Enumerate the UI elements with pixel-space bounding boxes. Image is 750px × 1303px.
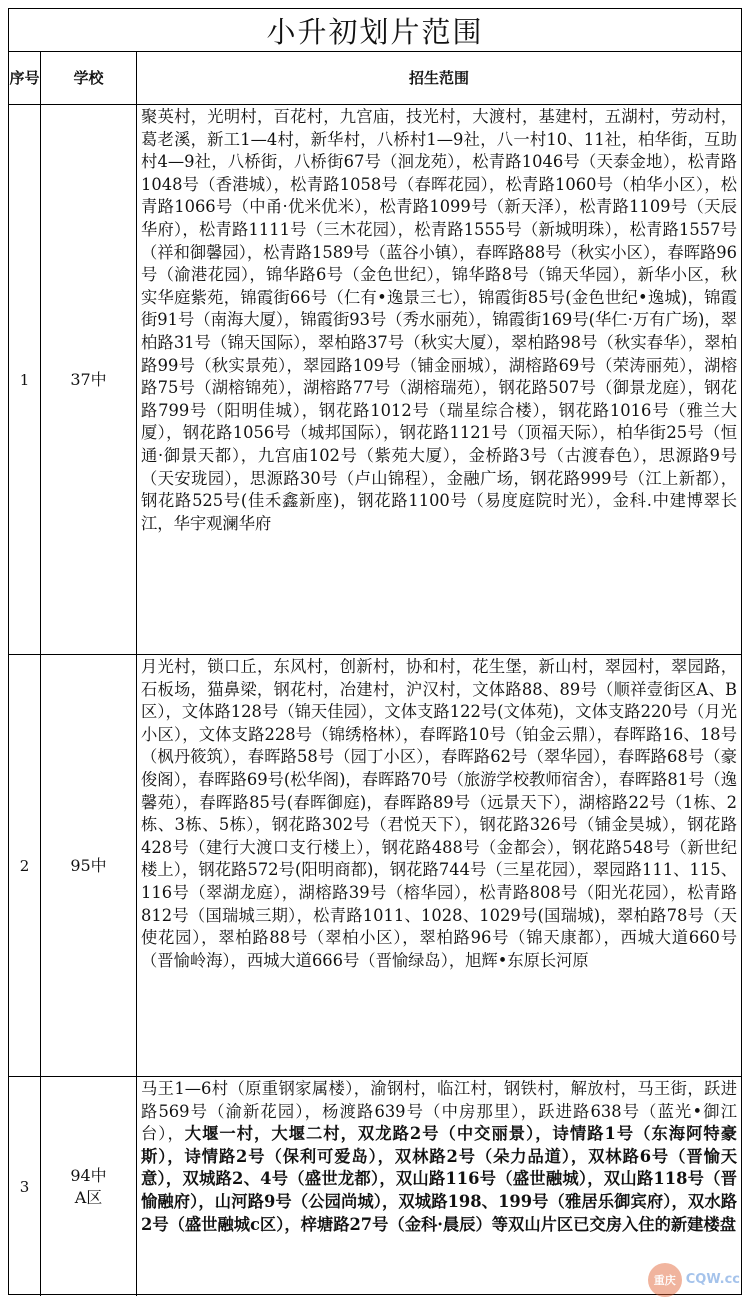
header-index: 序号 [9,52,41,104]
row-school-name: 94中A区 [70,1165,107,1207]
watermark-logo-icon: 重庆 [648,1263,682,1297]
row-range: 聚英村，光明村，百花村，九宫庙，技光村，大渡村，基建村，五湖村，劳动村，葛老溪，新工1—4村，新华村，八桥村1—9社，八一村10、11社，柏华街，互助村4—9社，八桥街，八桥街67号（洄龙苑），松青路1046号（天泰金地），松青路1048号（香港城），松青路1058号（春晖花园），松青路1060号（柏华小区），松青路1066号（中甬·优米优米），松青路1099号（新天泽），松青路1109号（天辰华府），松青路1111号（三木花园），松青路1555号（新城明珠），松青路1557号（祥和御馨园），松青路1589号（蓝谷小镇），春晖路88号（秋实小区），春晖路96号（渝港花园），锦华路6号（金色世纪），锦华路8号（锦天华园），新华小区，秋实华庭紫苑，锦霞街66号（仁有•逸景三七），锦霞街85号(金色世纪•逸城)，锦霞街91号（南海大厦），锦霞街93号（秀水丽苑），锦霞街169号(华仁·万有广场)，翠柏路31号（锦天国际），翠柏路37号（秋实大厦），翠柏路98号（秋实春华），翠柏路99号（秋实景苑），翠园路109号（铺金丽城），湖榕路69号（荣涛丽苑），湖榕路75号（湖榕锦苑），湖榕路77号（湖榕瑞苑），钢花路507号（御景龙庭），钢花路799号（阳明佳城），钢花路1012号（瑞星综合楼），钢花路1016号（雅兰大厦），钢花路1056号（城邦国际），钢花路1121号（顶福天际），柏华街25号（恒通·御景天都），九宫庙102号（紫苑大厦），金桥路3号（古渡春色），思源路9号（天安珑园），思源路30号（卢山锦程），金融广场，钢花路999号（江上新都），钢花路525号(佳禾鑫新座)，钢花路1100号（易度庭院时光），金科.中建博翠长江，华宇观澜华府 [141,107,737,533]
site-watermark [648,1263,740,1297]
table-header [9,52,741,105]
header-school: 学校 [41,52,137,104]
header-range: 招生范围 [408,69,469,87]
row-range-bold: 大堰一村，大堰二村，双龙路2号（中交丽景），诗情路1号（东海阿特豪斯），诗情路2号（保利可爱岛），双林路2号（朵力品道），双林路6号（晋愉天意），双城路2、4号（盛世龙都），双山路116号（盛世融城），双山路118号（晋愉融府），山河路9号（公园尚城），双城路198、199号（雅居乐御宾府），双水路2号（盛世融城c区），梓塘路27号（金科·晨辰）等双山片区已交房入住的新建楼盘 [141,1124,737,1234]
row-index: 1 [9,105,41,654]
row-range-normal: 马王1—6村（原重钢家属楼），渝钢村，临江村，钢铁村，解放村，马王街，跃进路569号（渝新花园），杨渡路639号（中房那里），跃进路638号（蓝光•御江台）， [141,1079,737,1144]
row-index: 2 [9,655,41,1076]
row-school: 95中 [41,655,137,1076]
row-school: 37中 [41,105,137,654]
watermark-site: CQW.cc [685,1272,740,1287]
row-range: 月光村，锁口丘，东风村，创新村，协和村，花生堡，新山村，翠园村，翠园路，石板场，猫鼻梁，钢花村，冶建村，沪汉村，文体路88、89号（顺祥壹街区A、B区），文体路128号（锦天佳园），文体支路122号(文体苑)，文体支路220号（月光小区），文体支路228号（锦绣格林），春晖路10号（铂金云鼎），春晖路16、18号（枫丹筱筑），春晖路58号（园丁小区），春晖路62号（翠华园），春晖路68号（豪俊阁），春晖路69号(松华阁)，春晖路70号（旅游学校教师宿舍），春晖路81号（逸馨苑），春晖路85号(春晖御庭)，春晖路89号（远景天下），湖榕路22号（1栋、2栋、3栋、5栋），钢花路302号（君悦天下），钢花路326号（铺金昊城），钢花路428号（建行大渡口支行楼上），钢花路488号（金都会），钢花路548号（新世纪楼上），钢花路572号(阳明商都)，钢花路744号（三星花园），翠园路111、115、116号（翠湖龙庭），湖榕路39号（榕华园），松青路808号（阳光花园），松青路812号（国瑞城三期），松青路1011、1028、1029号(国瑞城)，翠柏路78号（天使花园），翠柏路88号（翠柏小区），翠柏路96号（锦天康都），西城大道660号（晋愉岭海），西城大道666号（晋愉绿岛），旭辉•东原长河原 [141,657,737,970]
admission-table [8,8,742,1295]
table-row [9,1077,741,1296]
table-row [9,105,741,655]
row-school [41,1077,137,1296]
table-row [9,655,741,1077]
page-title: 小升初划片范围 [9,9,741,52]
row-index: 3 [9,1077,41,1296]
